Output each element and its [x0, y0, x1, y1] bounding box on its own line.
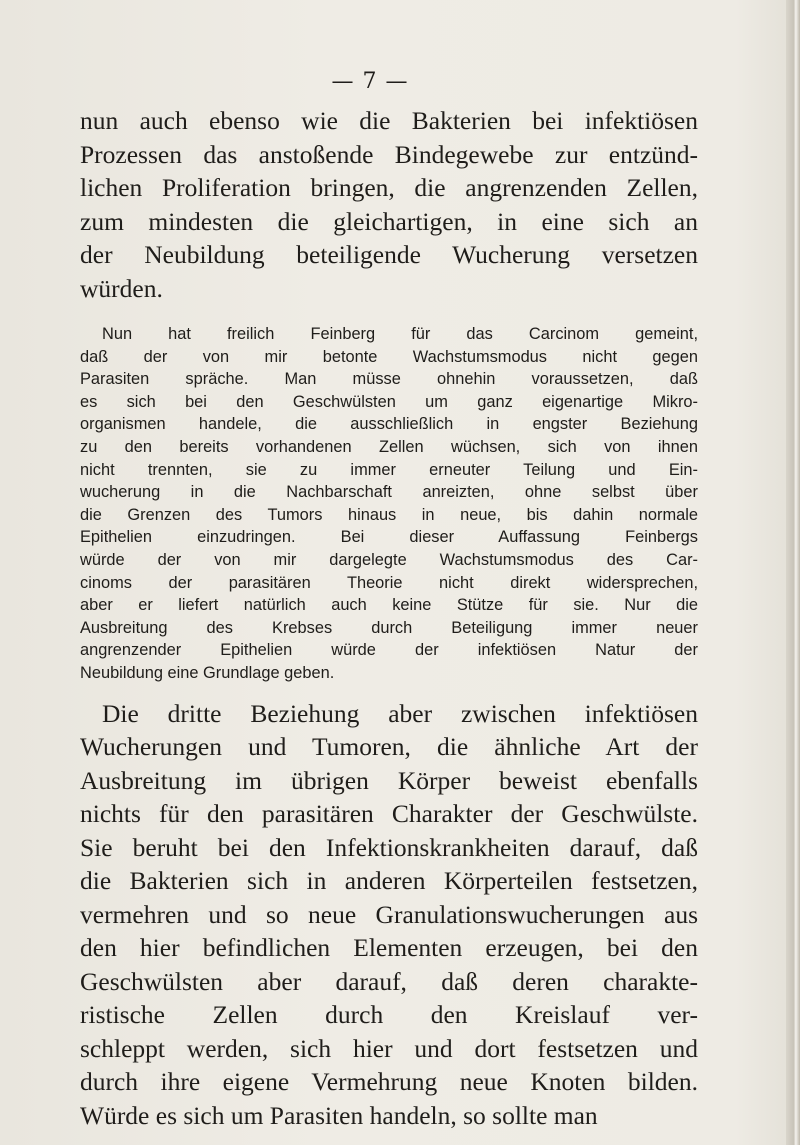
text-line: Ausbreitung des Krebses durch Beteiligung immer neuer — [80, 618, 698, 637]
text-line: Sie beruht bei den Infektionskrankheiten darauf, daß — [80, 832, 698, 862]
text-line: wucherung in die Nachbarschaft anreizten, ohne selbst über — [80, 483, 698, 502]
text-line: Wucherungen und Tumoren, die ähnliche Art der — [80, 732, 698, 761]
text-line: daß der von mir betonte Wachstumsmodus nicht gegen — [80, 347, 698, 366]
text-line: Neubildung eine Grundlage geben. — [80, 663, 335, 682]
text-line: Nun hat freilich Feinberg für das Carcinom gemeint, — [102, 325, 698, 343]
text-line: cinoms der parasitären Theorie nicht direkt widersprechen, — [80, 573, 698, 592]
text-line: den hier befindlichen Elementen erzeugen, bei den — [80, 933, 698, 962]
text-line: die Bakterien sich in anderen Körperteilen festsetzen, — [80, 866, 698, 895]
text-line: zum mindesten die gleichartigen, in eine sich an — [80, 206, 698, 236]
text-line: organismen handele, die ausschließlich in engster Beziehung — [80, 415, 698, 434]
text-line: zu den bereits vorhandenen Zellen wüchsen, sich von ihnen — [80, 437, 698, 456]
paragraph-1 — [80, 104, 698, 305]
text-line: durch ihre eigene Vermehrung neue Knoten bilden. — [80, 1067, 698, 1096]
text-line: Geschwülsten aber darauf, daß deren charakte- — [80, 966, 698, 996]
page-number: — 7 — — [331, 69, 409, 94]
text-line: ristische Zellen durch den Kreislauf ver- — [80, 1000, 698, 1029]
text-line: angrenzender Epithelien würde der infektiösen Natur der — [80, 641, 698, 660]
text-line: Die dritte Beziehung aber zwischen infektiösen — [102, 698, 698, 728]
text-line: würde der von mir dargelegte Wachstumsmodus des Car- — [80, 550, 698, 569]
text-column — [80, 104, 698, 1132]
text-line: lichen Proliferation bringen, die angrenzenden Zellen, — [80, 173, 698, 202]
text-line: Epithelien einzudringen. Bei dieser Auffassung Feinbergs — [80, 528, 698, 547]
text-line: schleppt werden, sich hier und dort festsetzen und — [80, 1033, 698, 1063]
paragraph-3 — [80, 697, 698, 1133]
page-edge-shadow — [786, 0, 800, 1145]
text-line: die Grenzen des Tumors hinaus in neue, bis dahin normale — [80, 505, 698, 524]
text-line: nicht trennten, sie zu immer erneuter Teilung und Ein- — [80, 460, 698, 479]
text-line: der Neubildung beteiligende Wucherung versetzen — [80, 240, 698, 269]
text-line: nichts für den parasitären Charakter der Geschwülste. — [80, 799, 698, 828]
text-line: Ausbreitung im übrigen Körper beweist ebenfalls — [80, 765, 698, 795]
text-line: würden. — [80, 273, 163, 303]
text-line: aber er liefert natürlich auch keine Stütze für sie. Nur die — [80, 596, 698, 615]
text-line: Parasiten spräche. Man müsse ohnehin voraussetzen, daß — [80, 370, 698, 389]
text-line: nun auch ebenso wie die Bakterien bei infektiösen — [80, 106, 698, 135]
text-line: vermehren und so neue Granulationswucherungen aus — [80, 899, 698, 929]
text-line: es sich bei den Geschwülsten um ganz eigenartige Mikro- — [80, 392, 698, 411]
text-line: Prozessen das anstoßende Bindegewebe zur entzünd- — [80, 139, 698, 169]
paragraph-2 — [80, 323, 698, 685]
text-line: Würde es sich um Parasiten handeln, so sollte man — [80, 1100, 598, 1130]
